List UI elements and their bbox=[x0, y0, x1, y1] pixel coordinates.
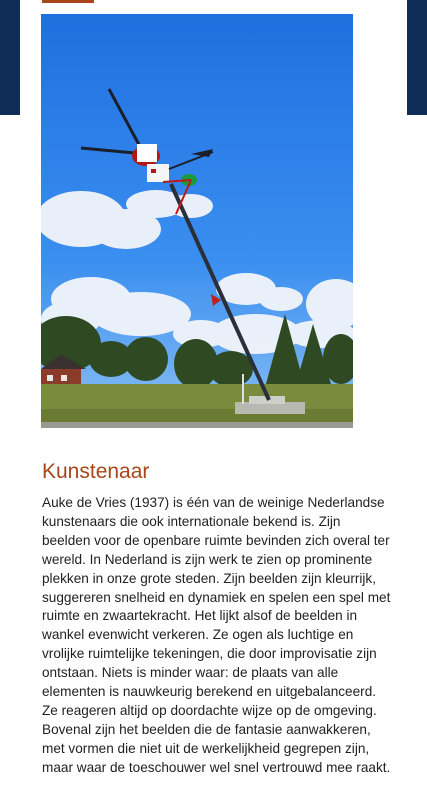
section-body: Auke de Vries (1937) is één van de weinige Nederlandse kunstenaars die ook internationale bekend is. Zijn beelden voor de openbare ruimte bevinden zich overal ter wereld. In Nederland is zijn werk te zien op prominente plekken in onze grote steden. Zijn beelden zijn kleurrijk, suggereren snelheid en dynamiek en spelen een spel met ruimte en zwaartekracht. Het lijkt alsof de beelden in wankel evenwicht verkeren. Ze ogen als luchtige en vrolijke ruimtelijke tekeningen, die door improvisatie zijn ontstaan. Niets is minder waar: de plaats van alle elementen is nauwkeurig berekend en uitgebalanceerd. Ze reageren altijd op doordachte wijze op de omgeving. Bovenal zijn het beelden die de fantasie aanwakkeren, met vormen die niet uit de werkelijkheid gegrepen zijn, maar waar de toeschouwer wel snel vertrouwd mee raakt. bbox=[42, 495, 391, 775]
left-navy-bar bbox=[0, 0, 20, 115]
right-navy-bar bbox=[407, 0, 427, 115]
sculpture-photo bbox=[41, 14, 353, 428]
accent-line bbox=[42, 0, 94, 3]
section-title: Kunstenaar bbox=[42, 460, 150, 483]
